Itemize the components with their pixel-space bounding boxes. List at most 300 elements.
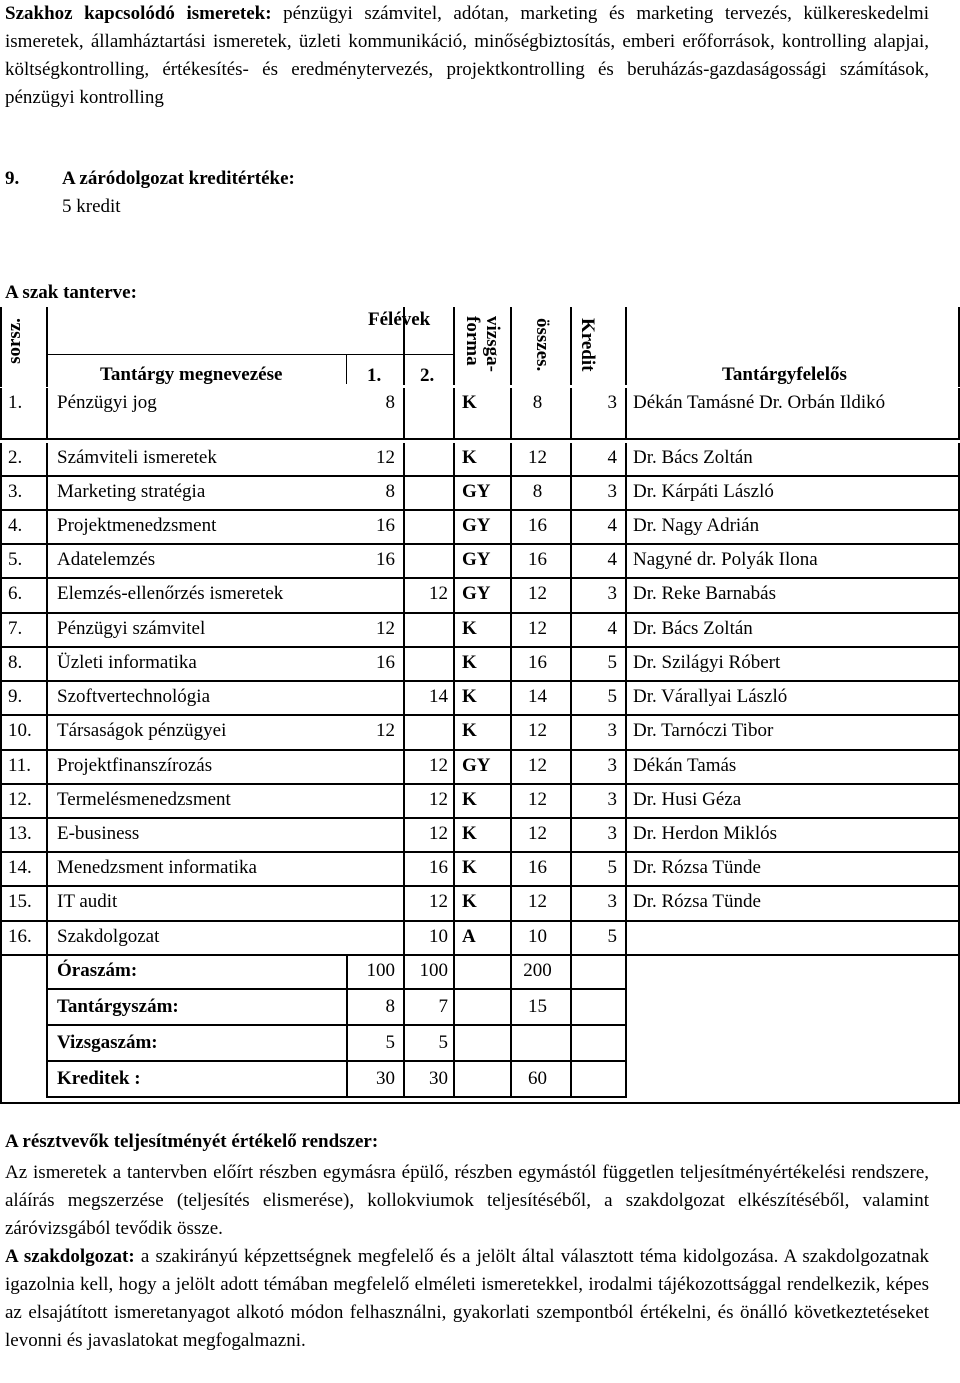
row-sem2: 12 [429, 823, 448, 844]
row-border [453, 511, 455, 545]
row-border [453, 545, 455, 579]
row-border [46, 922, 48, 956]
summary-border [510, 1062, 512, 1098]
row-border [625, 785, 627, 819]
evaluation-text: Az ismeretek a tantervben előírt részben egymásra épülő, részben egymástól független teljesítményértékelési rendszere, aláírás megszerzése (teljesítés elismerése), kollokviumok teljesítéséből, a szakdolgozat elkészítéséből, valamint záróvizsgából tevődik össze. [5, 1162, 929, 1239]
row-credit: 5 [607, 857, 617, 878]
intro-label: Szakhoz kapcsolódó ismeretek: [5, 3, 272, 24]
summary-border [453, 1026, 455, 1062]
summary-separator [46, 1096, 627, 1098]
row-border [510, 853, 512, 887]
row-border [625, 682, 627, 716]
row-border [625, 751, 627, 785]
section-9-number: 9. [5, 168, 20, 189]
row-border [0, 579, 2, 614]
row-border [403, 648, 405, 682]
summary-label: Tantárgyszám: [57, 996, 179, 1017]
row-subject: IT audit [57, 891, 118, 912]
row-border [453, 614, 455, 648]
row-border [46, 511, 48, 545]
row-border [625, 648, 627, 682]
row-total: 10 [528, 926, 547, 947]
row-border [46, 682, 48, 716]
row-border [46, 388, 48, 440]
header-semester-line [46, 354, 453, 355]
row-border [570, 887, 572, 922]
row-credit: 3 [607, 891, 617, 912]
row-border [510, 443, 512, 477]
row-no: 15. [8, 891, 32, 912]
row-total: 12 [528, 789, 547, 810]
row-subject: Pénzügyi számvitel [57, 618, 206, 639]
row-separator [0, 438, 960, 440]
row-border [0, 887, 2, 922]
thesis-paragraph [5, 1243, 929, 1355]
row-no: 6. [8, 583, 23, 604]
row-border [510, 545, 512, 579]
row-border [625, 614, 627, 648]
summary-sem2: 5 [438, 1032, 448, 1053]
row-total: 12 [528, 823, 547, 844]
plan-title: A szak tanterve: [5, 282, 137, 303]
row-border [46, 751, 48, 785]
thesis-text: a szakirányú képzettségnek megfelelő és a jelölt által választott téma kidolgozása. A szakdolgozatnak igazolnia kell, hogy a jelölt adott témában megfelelő elméleti ismeretekkel, irodalmi tájékozottsággal rendelkezik, képes az elsajátított ismeretanyagot alkotó módon felhasználni, gyakorlati szempontból értékelni, és önálló következtetéseket levonni és javaslatokat megfogalmazni. [5, 1246, 929, 1351]
row-border [0, 388, 2, 440]
row-border [453, 388, 455, 440]
evaluation-title: A résztvevők teljesítményét értékelő rendszer: [5, 1131, 379, 1152]
row-border [0, 443, 2, 477]
row-border [403, 477, 405, 511]
row-exam-form: GY [462, 515, 491, 536]
row-border [510, 614, 512, 648]
row-exam-form: GY [462, 755, 491, 776]
row-no: 9. [8, 686, 23, 707]
row-responsible: Dr. Tarnóczi Tibor [633, 720, 774, 741]
header-total: összes. [532, 318, 553, 372]
row-separator [0, 543, 960, 545]
row-border [453, 785, 455, 819]
row-separator [0, 475, 960, 477]
row-total: 16 [528, 857, 547, 878]
header-credit: Kredit [577, 318, 598, 372]
row-exam-form: K [462, 686, 477, 707]
row-border [46, 614, 48, 648]
row-border [403, 614, 405, 648]
summary-border [570, 1026, 572, 1062]
row-border [625, 887, 627, 922]
row-total: 8 [532, 481, 543, 502]
row-no: 1. [8, 392, 23, 413]
row-border [46, 477, 48, 511]
summary-separator [46, 1060, 627, 1062]
row-border [453, 887, 455, 922]
row-border [0, 545, 2, 579]
summary-border [46, 1062, 48, 1098]
row-exam-form: GY [462, 481, 491, 502]
row-border [46, 648, 48, 682]
row-border [510, 388, 512, 440]
row-border [510, 579, 512, 614]
row-border [570, 716, 572, 751]
row-border [453, 922, 455, 956]
row-no: 8. [8, 652, 23, 673]
row-no: 3. [8, 481, 23, 502]
row-exam-form: A [462, 926, 476, 947]
row-border [625, 545, 627, 579]
row-separator [0, 680, 960, 682]
row-credit: 4 [607, 447, 617, 468]
thesis-label: A szakdolgozat: [5, 1246, 135, 1267]
row-border [46, 716, 48, 751]
row-total: 12 [528, 618, 547, 639]
summary-left-outer [0, 954, 2, 1104]
row-exam-form: GY [462, 549, 491, 570]
row-separator [0, 783, 960, 785]
row-no: 12. [8, 789, 32, 810]
row-subject: Projektfinanszírozás [57, 755, 213, 776]
row-separator [0, 714, 960, 716]
row-total: 16 [528, 515, 547, 536]
summary-total: 60 [528, 1068, 547, 1089]
header-sem1: 1. [367, 365, 382, 386]
intro-paragraph [5, 0, 929, 112]
summary-border [510, 954, 512, 990]
row-sem1: 8 [385, 392, 395, 413]
row-border [0, 682, 2, 716]
summary-border [625, 1026, 627, 1062]
summary-sem1: 8 [385, 996, 395, 1017]
row-border [625, 477, 627, 511]
row-border [570, 511, 572, 545]
header-semesters: Félévek [368, 309, 431, 330]
row-total: 12 [528, 583, 547, 604]
row-separator [0, 509, 960, 511]
row-border [453, 648, 455, 682]
header-left-border [0, 307, 2, 387]
row-border [570, 614, 572, 648]
row-total: 8 [532, 392, 543, 413]
header-sorsz: sorsz. [4, 318, 25, 364]
header-exam-form: vizsga- forma [462, 316, 503, 372]
row-border [453, 751, 455, 785]
summary-separator [46, 1024, 627, 1026]
row-no: 14. [8, 857, 32, 878]
row-border [510, 716, 512, 751]
row-border [453, 853, 455, 887]
row-border [0, 922, 2, 956]
intro-text: pénzügyi számvitel, adótan, marketing és marketing tervezés, külkereskedelmi ismeretek, államháztartási ismeretek, üzleti kommunikáció, minőségbiztosítás, emberi erőforrások, kontrolling alapjai, költségkontrolling, értékesítés- és eredménytervezés, projektkontrolling és beruházás-gazdaságossági számítások, pénzügyi kontrolling [5, 3, 929, 108]
summary-border [453, 954, 455, 990]
row-border [453, 716, 455, 751]
row-border [625, 819, 627, 853]
row-border [625, 716, 627, 751]
row-responsible: Dr. Rózsa Tünde [633, 891, 761, 912]
header-subject: Tantárgy megnevezése [100, 364, 283, 385]
row-border [570, 648, 572, 682]
row-separator [0, 817, 960, 819]
row-subject: E-business [57, 823, 140, 844]
row-exam-form: K [462, 857, 477, 878]
row-border [510, 785, 512, 819]
row-credit: 4 [607, 618, 617, 639]
row-credit: 3 [607, 789, 617, 810]
section-9-value: 5 kredit [62, 196, 121, 217]
row-border [570, 819, 572, 853]
row-separator [0, 612, 960, 614]
row-border [0, 819, 2, 853]
row-border [403, 545, 405, 579]
row-exam-form: K [462, 823, 477, 844]
row-sem1: 12 [376, 720, 395, 741]
row-sem2: 14 [429, 686, 448, 707]
row-border [403, 388, 405, 440]
row-border [570, 443, 572, 477]
row-total: 12 [528, 720, 547, 741]
row-subject: Marketing stratégia [57, 481, 206, 502]
row-border [0, 751, 2, 785]
row-total: 16 [528, 549, 547, 570]
evaluation-paragraph [5, 1159, 929, 1243]
summary-label: Óraszám: [57, 960, 138, 981]
row-subject: Adatelemzés [57, 549, 156, 570]
row-sem1: 16 [376, 549, 395, 570]
row-sem2: 12 [429, 891, 448, 912]
summary-label: Vizsgaszám: [57, 1032, 158, 1053]
summary-border [510, 990, 512, 1026]
summary-separator [46, 988, 627, 990]
row-border [510, 477, 512, 511]
row-total: 16 [528, 652, 547, 673]
row-border [510, 751, 512, 785]
header-divider [625, 307, 627, 385]
row-border [46, 545, 48, 579]
row-sem2: 12 [429, 755, 448, 776]
row-separator [0, 577, 960, 579]
row-responsible: Dr. Kárpáti László [633, 481, 774, 502]
row-credit: 3 [607, 392, 617, 413]
row-border [625, 511, 627, 545]
row-border [46, 819, 48, 853]
header-divider [346, 354, 347, 384]
row-exam-form: K [462, 652, 477, 673]
summary-sem1: 100 [366, 960, 395, 981]
row-border [570, 579, 572, 614]
summary-border [46, 954, 48, 990]
row-border [453, 477, 455, 511]
row-border [625, 443, 627, 477]
summary-border [625, 990, 627, 1026]
row-responsible: Dr. Rózsa Tünde [633, 857, 761, 878]
row-border [625, 922, 627, 956]
row-sem1: 16 [376, 652, 395, 673]
row-border [625, 579, 627, 614]
row-separator [0, 851, 960, 853]
row-border [0, 785, 2, 819]
summary-border [46, 990, 48, 1026]
row-subject: Társaságok pénzügyei [57, 720, 227, 741]
summary-border [570, 990, 572, 1026]
row-responsible: Dr. Herdon Miklós [633, 823, 778, 844]
row-border [0, 511, 2, 545]
summary-sem2: 100 [419, 960, 448, 981]
header-divider [510, 307, 512, 385]
row-responsible: Dékán Tamás [633, 755, 737, 776]
row-border [570, 785, 572, 819]
summary-border [453, 1062, 455, 1098]
row-credit: 3 [607, 755, 617, 776]
row-border [625, 853, 627, 887]
row-border [510, 819, 512, 853]
summary-top-border [0, 954, 960, 956]
row-border [0, 477, 2, 511]
row-border [453, 579, 455, 614]
row-border [510, 511, 512, 545]
row-border [0, 648, 2, 682]
summary-sem1: 30 [376, 1068, 395, 1089]
row-credit: 4 [607, 515, 617, 536]
summary-border [570, 954, 572, 990]
row-border [510, 922, 512, 956]
row-total: 14 [528, 686, 547, 707]
row-border [0, 853, 2, 887]
row-sem2: 12 [429, 789, 448, 810]
row-exam-form: K [462, 891, 477, 912]
header-divider [453, 307, 455, 385]
row-credit: 5 [607, 652, 617, 673]
row-exam-form: K [462, 618, 477, 639]
summary-border [510, 1026, 512, 1062]
row-border [570, 545, 572, 579]
summary-sem2: 30 [429, 1068, 448, 1089]
header-responsible: Tantárgyfelelős [722, 364, 847, 385]
row-subject: Szoftvertechnológia [57, 686, 211, 707]
row-separator [0, 646, 960, 648]
row-no: 13. [8, 823, 32, 844]
row-border [453, 443, 455, 477]
row-border [570, 922, 572, 956]
row-responsible: Nagyné dr. Polyák Ilona [633, 549, 818, 570]
summary-label: Kreditek : [57, 1068, 141, 1089]
row-no: 7. [8, 618, 23, 639]
row-border [403, 443, 405, 477]
row-border [570, 853, 572, 887]
summary-sem1: 5 [385, 1032, 395, 1053]
row-subject: Szakdolgozat [57, 926, 160, 947]
row-no: 4. [8, 515, 23, 536]
row-separator [0, 749, 960, 751]
row-no: 10. [8, 720, 32, 741]
summary-total: 200 [523, 960, 552, 981]
row-exam-form: K [462, 392, 477, 413]
row-border [453, 682, 455, 716]
row-total: 12 [528, 447, 547, 468]
row-total: 12 [528, 755, 547, 776]
header-sem2: 2. [420, 365, 435, 386]
summary-border [570, 1062, 572, 1098]
row-exam-form: K [462, 789, 477, 810]
summary-border [625, 1062, 627, 1098]
row-responsible: Dékán Tamásné Dr. Orbán Ildikó [633, 392, 886, 413]
row-credit: 3 [607, 481, 617, 502]
row-subject: Termelésmenedzsment [57, 789, 231, 810]
row-responsible: Dr. Bács Zoltán [633, 447, 753, 468]
summary-border [625, 954, 627, 990]
row-separator [0, 920, 960, 922]
row-no: 5. [8, 549, 23, 570]
row-responsible: Dr. Várallyai László [633, 686, 788, 707]
row-responsible: Dr. Szilágyi Róbert [633, 652, 781, 673]
row-no: 2. [8, 447, 23, 468]
row-credit: 3 [607, 823, 617, 844]
row-border [46, 443, 48, 477]
row-border [510, 648, 512, 682]
row-exam-form: GY [462, 583, 491, 604]
row-border [453, 819, 455, 853]
row-responsible: Dr. Reke Barnabás [633, 583, 776, 604]
row-border [0, 614, 2, 648]
row-credit: 3 [607, 583, 617, 604]
row-subject: Projektmenedzsment [57, 515, 217, 536]
row-no: 11. [8, 755, 32, 776]
row-border [403, 511, 405, 545]
summary-total: 15 [528, 996, 547, 1017]
header-divider [46, 307, 48, 387]
row-credit: 5 [607, 926, 617, 947]
row-border [510, 682, 512, 716]
row-exam-form: K [462, 720, 477, 741]
row-credit: 4 [607, 549, 617, 570]
row-no: 16. [8, 926, 32, 947]
row-border [46, 785, 48, 819]
row-subject: Pénzügyi jog [57, 392, 157, 413]
row-border [403, 716, 405, 751]
row-total: 12 [528, 891, 547, 912]
row-sem1: 16 [376, 515, 395, 536]
row-subject: Üzleti informatika [57, 652, 197, 673]
row-responsible: Dr. Husi Géza [633, 789, 742, 810]
row-border [570, 682, 572, 716]
summary-sem2: 7 [438, 996, 448, 1017]
row-border [570, 388, 572, 440]
row-border [46, 887, 48, 922]
row-border [46, 579, 48, 614]
section-9-title: A záródolgozat kreditértéke: [62, 168, 295, 189]
row-sem2: 16 [429, 857, 448, 878]
row-exam-form: K [462, 447, 477, 468]
row-subject: Számviteli ismeretek [57, 447, 217, 468]
summary-border [46, 1026, 48, 1062]
header-divider [570, 307, 572, 385]
row-border [625, 388, 627, 440]
row-sem2: 10 [429, 926, 448, 947]
summary-border [453, 990, 455, 1026]
row-responsible: Dr. Nagy Adrián [633, 515, 760, 536]
table-bottom-border [0, 1102, 960, 1104]
row-responsible: Dr. Bács Zoltán [633, 618, 753, 639]
row-border [46, 853, 48, 887]
row-sem1: 8 [385, 481, 395, 502]
row-subject: Elemzés-ellenőrzés ismeretek [57, 583, 284, 604]
row-border [570, 751, 572, 785]
row-sem2: 12 [429, 583, 448, 604]
row-sem1: 12 [376, 618, 395, 639]
row-border [510, 887, 512, 922]
row-separator [0, 885, 960, 887]
row-subject: Menedzsment informatika [57, 857, 257, 878]
row-credit: 3 [607, 720, 617, 741]
row-credit: 5 [607, 686, 617, 707]
row-sem1: 12 [376, 447, 395, 468]
